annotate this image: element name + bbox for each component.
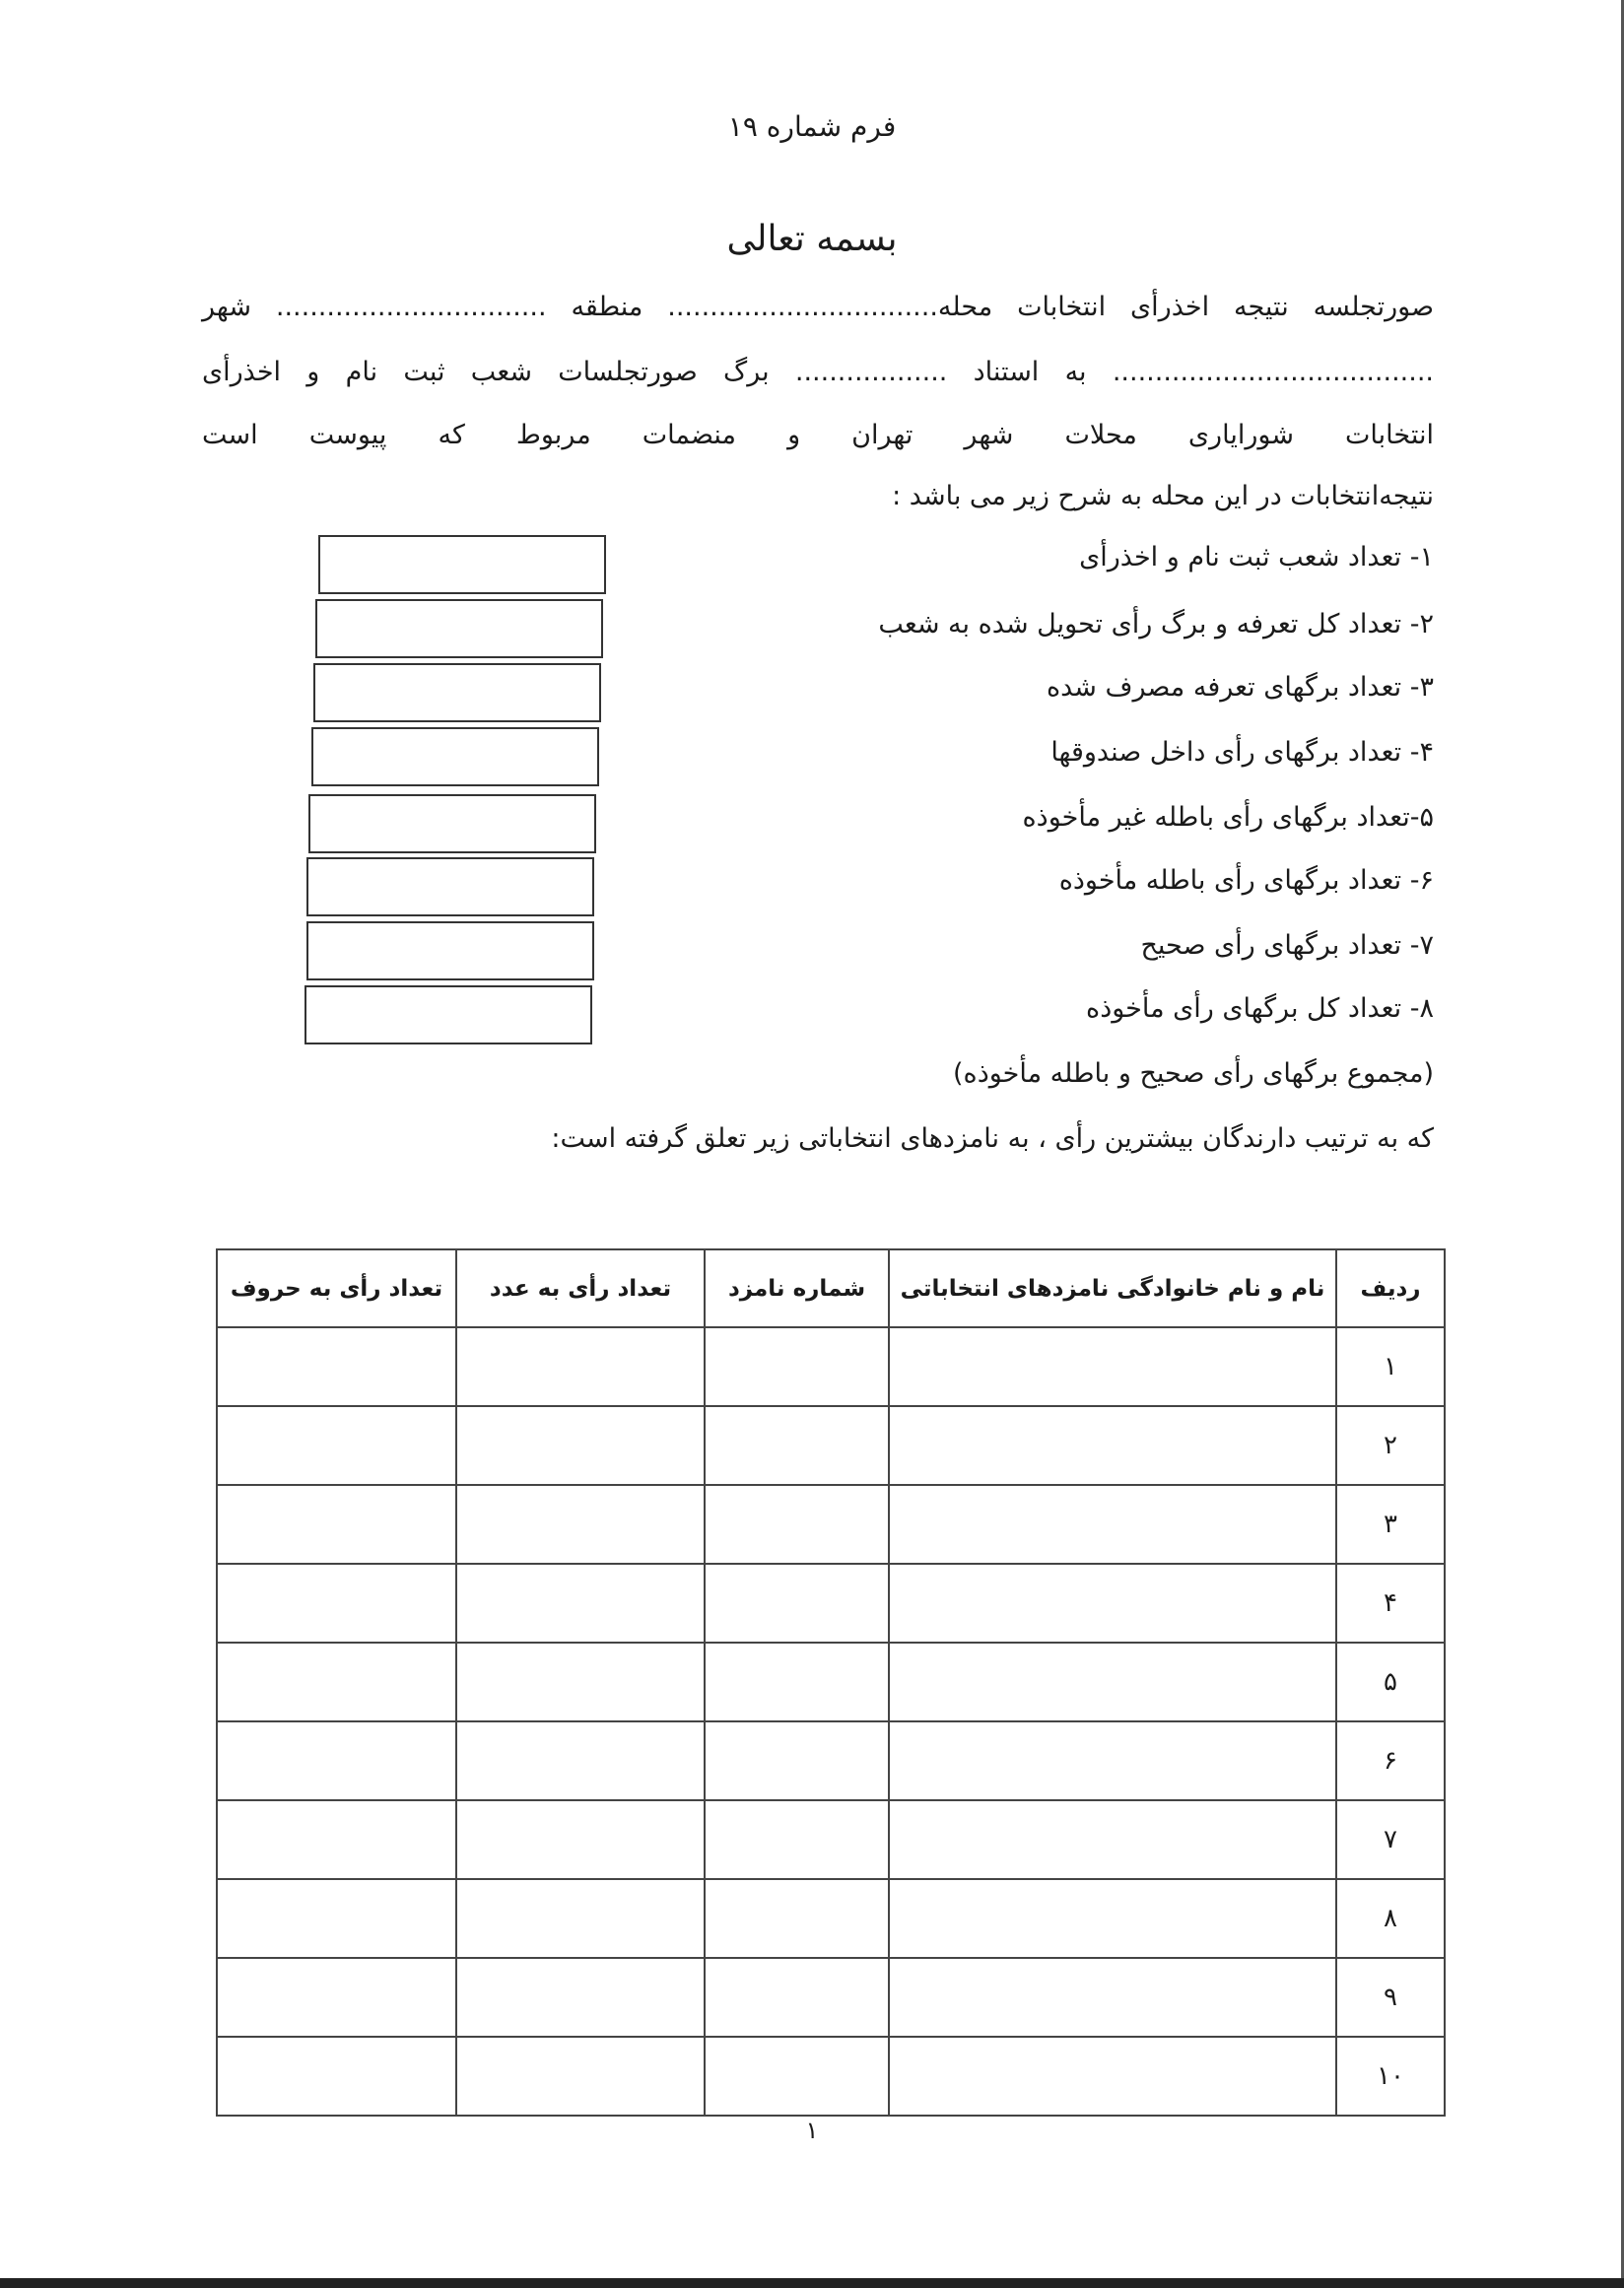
candidate-number-cell[interactable]	[705, 1327, 889, 1406]
table-row	[217, 1485, 1445, 1564]
item-label: ۲- تعداد کل تعرفه و برگ رأی تحویل شده به شعب	[878, 609, 1434, 639]
header-candidate-number: شماره نامزد	[705, 1249, 889, 1327]
votes-words-cell[interactable]	[217, 1564, 456, 1643]
item-6-field[interactable]	[306, 857, 594, 916]
votes-words-cell[interactable]	[217, 1800, 456, 1879]
item-label: ۶- تعداد برگهای رأی باطله مأخوذه	[1058, 865, 1434, 896]
item-label: ۳- تعداد برگهای تعرفه مصرف شده	[1046, 672, 1434, 703]
item-label: ۸- تعداد کل برگهای رأی مأخوذه	[1086, 993, 1434, 1024]
row-number: ۸	[1336, 1879, 1445, 1958]
row-number: ۷	[1336, 1800, 1445, 1879]
candidate-number-cell[interactable]	[705, 1800, 889, 1879]
intro-line-3: انتخابات شورایاری محلات شهر تهران و منضمات مربوط که پیوست است	[202, 420, 1434, 450]
scan-edge	[0, 2278, 1624, 2288]
candidate-number-cell[interactable]	[705, 2037, 889, 2116]
votes-digits-cell[interactable]	[456, 2037, 705, 2116]
intro-line-1: صورتجلسه نتیجه اخذرأی انتخابات محله................................ منطقه ................................ شهر	[202, 292, 1434, 322]
candidate-number-cell[interactable]	[705, 1485, 889, 1564]
votes-digits-cell[interactable]	[456, 1327, 705, 1406]
candidate-name-cell[interactable]	[889, 1721, 1336, 1800]
row-number: ۴	[1336, 1564, 1445, 1643]
candidate-name-cell[interactable]	[889, 2037, 1336, 2116]
votes-words-cell[interactable]	[217, 1327, 456, 1406]
votes-words-cell[interactable]	[217, 1958, 456, 2037]
candidate-name-cell[interactable]	[889, 1643, 1336, 1721]
votes-words-cell[interactable]	[217, 1406, 456, 1485]
table-row	[217, 1406, 1445, 1485]
candidate-number-cell[interactable]	[705, 1721, 889, 1800]
header-votes-digits: تعداد رأی به عدد	[456, 1249, 705, 1327]
votes-digits-cell[interactable]	[456, 1721, 705, 1800]
candidate-name-cell[interactable]	[889, 1800, 1336, 1879]
item-8-field[interactable]	[304, 985, 592, 1044]
votes-words-cell[interactable]	[217, 1643, 456, 1721]
votes-digits-cell[interactable]	[456, 1879, 705, 1958]
table-header-row	[217, 1249, 1445, 1327]
form-number: فرم شماره ۱۹	[727, 110, 897, 143]
row-number: ۲	[1336, 1406, 1445, 1485]
votes-digits-cell[interactable]	[456, 1406, 705, 1485]
candidate-name-cell[interactable]	[889, 1406, 1336, 1485]
votes-digits-cell[interactable]	[456, 1958, 705, 2037]
item-label: ۵-تعداد برگهای رأی باطله غیر مأخوذه	[1022, 802, 1434, 833]
table-row	[217, 1327, 1445, 1406]
row-number: ۳	[1336, 1485, 1445, 1564]
candidate-number-cell[interactable]	[705, 1958, 889, 2037]
row-number: ۶	[1336, 1721, 1445, 1800]
table-row	[217, 1958, 1445, 2037]
row-number: ۱۰	[1336, 2037, 1445, 2116]
header-row-number: ردیف	[1336, 1249, 1445, 1327]
item-3-field[interactable]	[313, 663, 601, 722]
item-label: ۴- تعداد برگهای رأی داخل صندوقها	[1050, 737, 1434, 768]
votes-words-cell[interactable]	[217, 1485, 456, 1564]
items-note: (مجموع برگهای رأی صحیح و باطله مأخوذه)	[953, 1058, 1434, 1089]
table-intro: که به ترتیب دارندگان بیشترین رأی ، به نامزدهای انتخاباتی زیر تعلق گرفته است:	[551, 1123, 1434, 1154]
row-number: ۱	[1336, 1327, 1445, 1406]
header-candidate-name: نام و نام خانوادگی نامزدهای انتخاباتی	[889, 1249, 1336, 1327]
item-1-field[interactable]	[318, 535, 606, 594]
votes-digits-cell[interactable]	[456, 1800, 705, 1879]
header-votes-words: تعداد رأی به حروف	[217, 1249, 456, 1327]
item-7-field[interactable]	[306, 921, 594, 980]
candidate-number-cell[interactable]	[705, 1564, 889, 1643]
candidate-number-cell[interactable]	[705, 1643, 889, 1721]
intro-line-2: ...................................... به استناد .................. برگ صورتجلسات شعب ثبت نام و اخذرأی	[202, 357, 1434, 387]
item-label: ۱- تعداد شعب ثبت نام و اخذرأی	[1079, 542, 1434, 572]
votes-digits-cell[interactable]	[456, 1485, 705, 1564]
candidate-name-cell[interactable]	[889, 1327, 1336, 1406]
row-number: ۵	[1336, 1643, 1445, 1721]
table-row	[217, 2037, 1445, 2116]
table-row	[217, 1643, 1445, 1721]
page-number: ۱	[805, 2117, 819, 2144]
candidate-name-cell[interactable]	[889, 1564, 1336, 1643]
votes-words-cell[interactable]	[217, 1879, 456, 1958]
candidate-name-cell[interactable]	[889, 1879, 1336, 1958]
candidate-number-cell[interactable]	[705, 1406, 889, 1485]
votes-words-cell[interactable]	[217, 2037, 456, 2116]
item-2-field[interactable]	[315, 599, 603, 658]
table-row	[217, 1879, 1445, 1958]
votes-words-cell[interactable]	[217, 1721, 456, 1800]
table-row	[217, 1800, 1445, 1879]
intro-line-4: نتیجه‌انتخابات در این محله به شرح زیر می باشد :	[892, 481, 1434, 511]
votes-digits-cell[interactable]	[456, 1643, 705, 1721]
candidate-number-cell[interactable]	[705, 1879, 889, 1958]
votes-digits-cell[interactable]	[456, 1564, 705, 1643]
candidate-name-cell[interactable]	[889, 1958, 1336, 2037]
candidate-name-cell[interactable]	[889, 1485, 1336, 1564]
item-4-field[interactable]	[311, 727, 599, 786]
row-number: ۹	[1336, 1958, 1445, 2037]
item-5-field[interactable]	[308, 794, 596, 853]
item-label: ۷- تعداد برگهای رأی صحیح	[1140, 930, 1434, 961]
table-row	[217, 1721, 1445, 1800]
table-row	[217, 1564, 1445, 1643]
invocation-heading: بسمه تعالی	[726, 219, 898, 259]
candidates-table	[216, 1248, 1446, 2117]
